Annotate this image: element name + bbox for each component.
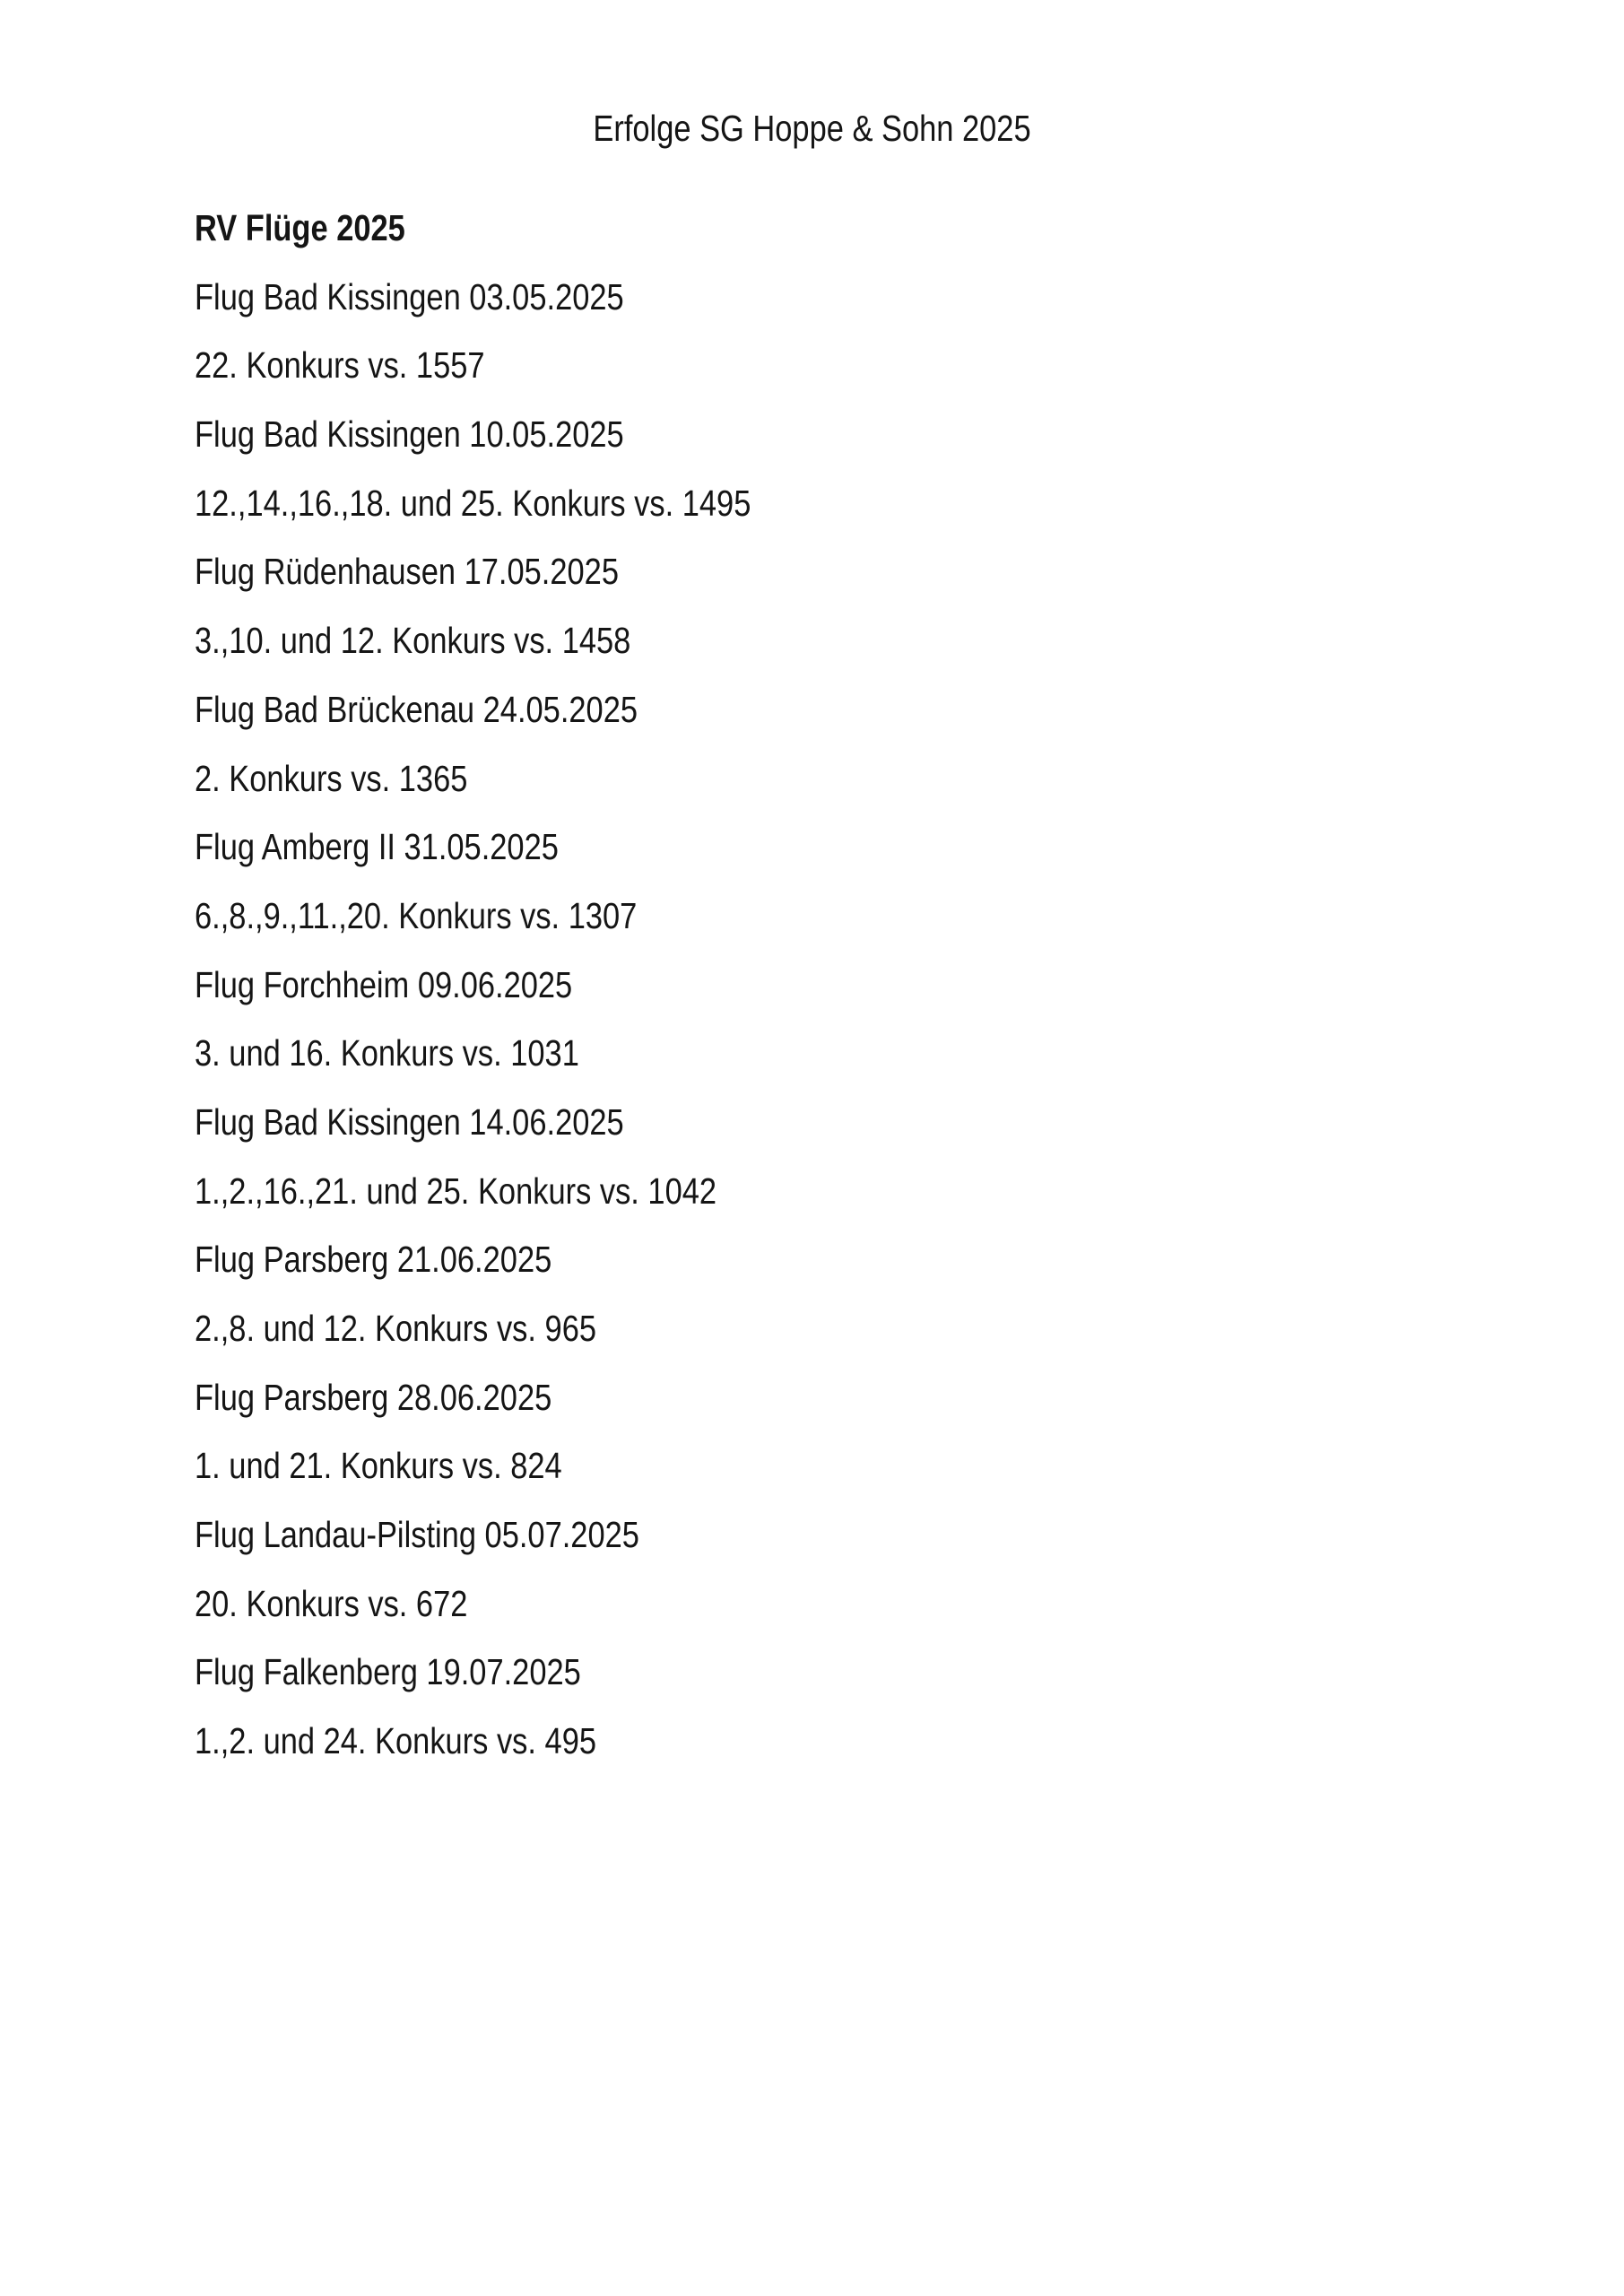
flight-line: Flug Amberg II 31.05.2025 — [195, 826, 559, 868]
result-line: 6.,8.,9.,11.,20. Konkurs vs. 1307 — [195, 894, 638, 936]
result-line: 1.,2.,16.,21. und 25. Konkurs vs. 1042 — [195, 1170, 717, 1212]
document-title: Erfolge SG Hoppe & Sohn 2025 — [593, 108, 1031, 149]
result-line: 12.,14.,16.,18. und 25. Konkurs vs. 1495 — [195, 482, 751, 524]
flight-line: Flug Forchheim 09.06.2025 — [195, 963, 573, 1005]
flight-line: Flug Bad Kissingen 10.05.2025 — [195, 413, 624, 456]
flight-line: Flug Bad Brückenau 24.05.2025 — [195, 688, 638, 730]
flight-line: Flug Rüdenhausen 17.05.2025 — [195, 551, 619, 593]
result-line: 2.,8. und 12. Konkurs vs. 965 — [195, 1308, 597, 1349]
flight-line: Flug Falkenberg 19.07.2025 — [195, 1651, 581, 1693]
flight-line: Flug Parsberg 21.06.2025 — [195, 1239, 552, 1281]
document-body — [195, 207, 1450, 1792]
result-line: 3. und 16. Konkurs vs. 1031 — [195, 1032, 579, 1074]
result-line: 3.,10. und 12. Konkurs vs. 1458 — [195, 620, 631, 662]
result-line: 2. Konkurs vs. 1365 — [195, 757, 468, 799]
result-line: 1. und 21. Konkurs vs. 824 — [195, 1445, 562, 1487]
section-heading: RV Flüge 2025 — [195, 207, 405, 248]
result-line: 22. Konkurs vs. 1557 — [195, 344, 485, 387]
result-line: 1.,2. und 24. Konkurs vs. 495 — [195, 1720, 597, 1762]
flight-line: Flug Parsberg 28.06.2025 — [195, 1376, 552, 1418]
flight-line: Flug Bad Kissingen 14.06.2025 — [195, 1100, 624, 1143]
flight-line: Flug Bad Kissingen 03.05.2025 — [195, 275, 624, 317]
flight-line: Flug Landau-Pilsting 05.07.2025 — [195, 1514, 639, 1556]
result-line: 20. Konkurs vs. 672 — [195, 1582, 468, 1624]
